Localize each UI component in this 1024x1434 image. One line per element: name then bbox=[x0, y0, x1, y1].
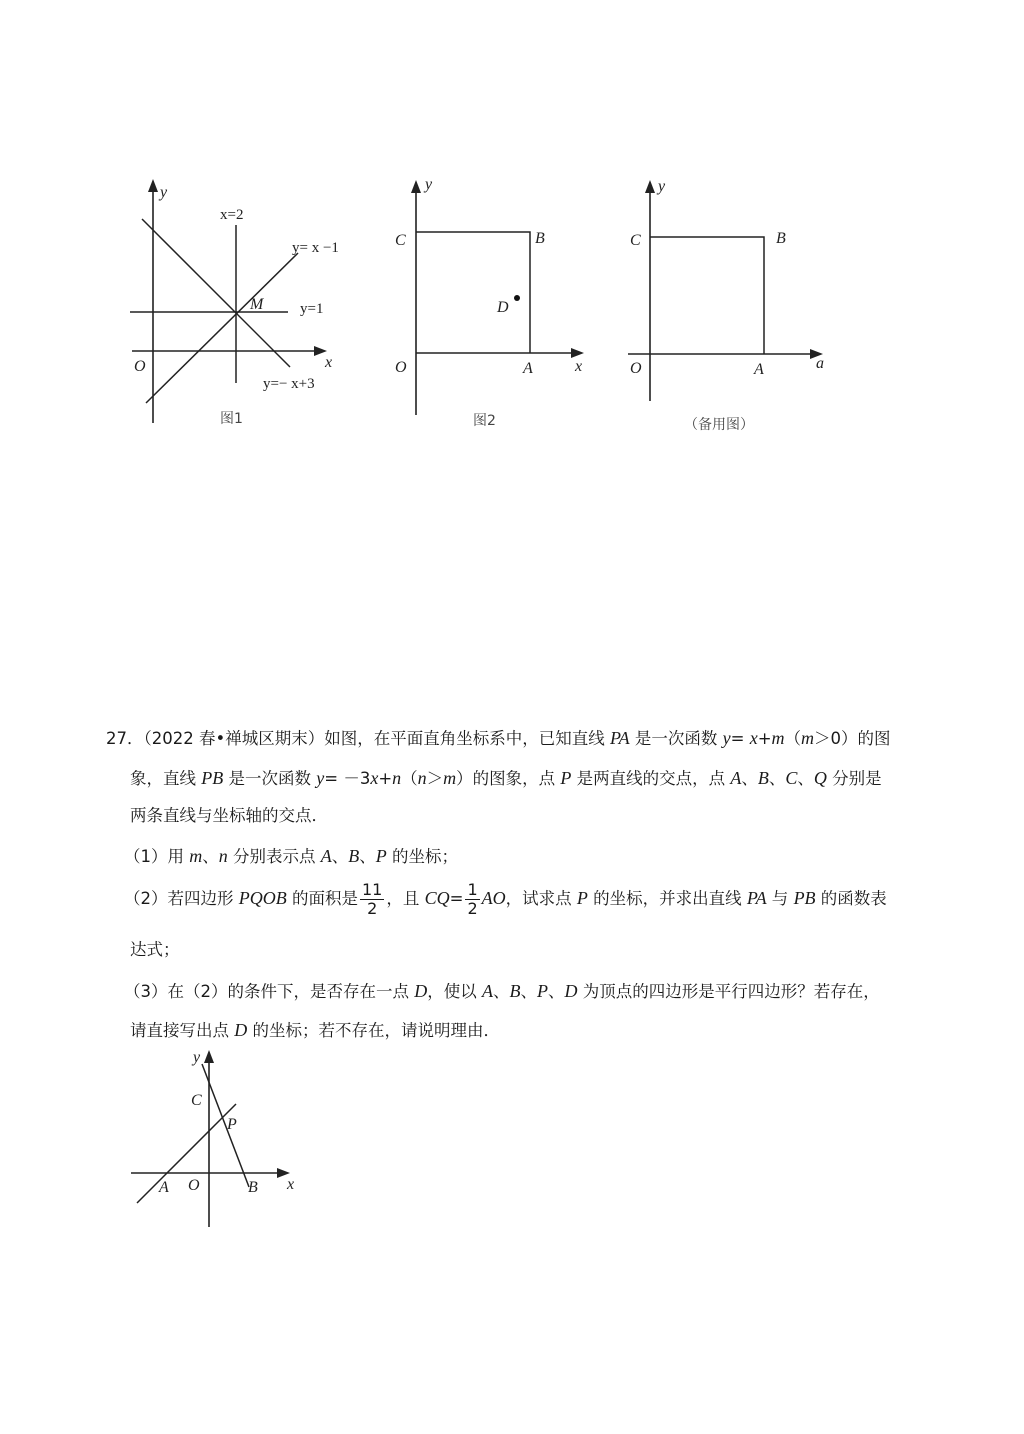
figure-2 bbox=[385, 175, 605, 435]
var: PA bbox=[609, 728, 630, 748]
var: P bbox=[375, 846, 387, 866]
text: 是一次函数 bbox=[629, 729, 723, 748]
fraction-1-over-2 bbox=[465, 881, 479, 918]
text: 、 bbox=[359, 847, 376, 866]
origin-label: O bbox=[395, 359, 407, 376]
var: PB bbox=[793, 888, 816, 908]
text: 是两直线的交点，点 bbox=[571, 769, 731, 788]
text: 两条直线与坐标轴的交点． bbox=[130, 806, 328, 825]
var: CQ bbox=[424, 888, 450, 908]
var: B bbox=[348, 846, 360, 866]
x-label: x bbox=[575, 358, 583, 375]
text: 的坐标； bbox=[386, 847, 458, 866]
text: 分别是 bbox=[826, 769, 882, 788]
numerator: 11 bbox=[362, 880, 383, 899]
y-label: y bbox=[658, 178, 666, 195]
var: C bbox=[785, 768, 798, 788]
question-line-2 bbox=[130, 769, 882, 788]
question-number: 27． bbox=[106, 729, 144, 748]
var: P bbox=[576, 888, 588, 908]
text: 为顶点的四边形是平行四边形？若存在， bbox=[577, 982, 880, 1001]
label-y-neg-x-plus-3: y=− x+3 bbox=[263, 376, 315, 392]
var: D bbox=[564, 981, 578, 1001]
text: 、 bbox=[520, 982, 537, 1001]
label-x-eq-2: x=2 bbox=[220, 207, 244, 223]
y-label: y bbox=[160, 184, 168, 201]
text: （3）在（2）的条件下，是否存在一点 bbox=[124, 982, 415, 1001]
text: 分别表示点 bbox=[227, 847, 321, 866]
label-y-x-minus-1: y= x −1 bbox=[292, 240, 339, 256]
part-3 bbox=[124, 982, 880, 1001]
figure-3 bbox=[620, 175, 850, 445]
text: + bbox=[378, 769, 393, 788]
question-line-1 bbox=[106, 729, 891, 748]
text: 与 bbox=[766, 889, 794, 908]
text: 是一次函数 bbox=[223, 769, 317, 788]
text: 、 bbox=[797, 769, 814, 788]
text: 、 bbox=[202, 847, 219, 866]
var: n bbox=[417, 768, 427, 788]
text: 的面积是 bbox=[286, 889, 358, 908]
var: A bbox=[730, 768, 742, 788]
y-label: y bbox=[193, 1049, 201, 1066]
label-y-eq-1: y=1 bbox=[300, 301, 324, 317]
var: A bbox=[482, 981, 493, 1001]
var: PB bbox=[201, 768, 224, 788]
var: Q bbox=[813, 768, 827, 788]
figure-1 bbox=[120, 175, 360, 435]
x-label: x bbox=[287, 1176, 295, 1193]
label-C: C bbox=[191, 1092, 202, 1109]
question-line-3 bbox=[130, 808, 328, 825]
text: （ bbox=[784, 729, 802, 748]
var: D bbox=[234, 1020, 248, 1040]
label-D: D bbox=[497, 299, 509, 316]
var: y bbox=[722, 728, 731, 748]
line-y-neg-x-plus-3 bbox=[142, 219, 290, 367]
square-OABC bbox=[416, 232, 530, 353]
label-P: P bbox=[227, 1116, 237, 1133]
text: 象，直线 bbox=[130, 769, 202, 788]
text: 请直接写出点 bbox=[130, 1021, 235, 1040]
label-C: C bbox=[395, 232, 406, 249]
var: P bbox=[537, 981, 548, 1001]
var: P bbox=[560, 768, 572, 788]
denominator: 2 bbox=[367, 899, 378, 918]
text: ，且 bbox=[386, 889, 425, 908]
var: PQOB bbox=[238, 888, 287, 908]
text: ，使以 bbox=[427, 982, 482, 1001]
text: 的坐标，并求出直线 bbox=[587, 889, 747, 908]
text: ＞0）的图 bbox=[814, 729, 891, 748]
text: ＞ bbox=[426, 769, 444, 788]
text: 如图，在平面直角坐标系中，已知直线 bbox=[324, 729, 610, 748]
figure-3-caption: （备用图） bbox=[684, 417, 754, 433]
part-2-line-2 bbox=[130, 942, 180, 959]
var: B bbox=[757, 768, 769, 788]
text: 的函数表 bbox=[815, 889, 887, 908]
text: 、 bbox=[493, 982, 510, 1001]
text: 、 bbox=[331, 847, 349, 866]
x-label: a bbox=[816, 355, 824, 372]
var: A bbox=[320, 846, 332, 866]
figure-1-caption: 图1 bbox=[220, 411, 243, 427]
text: ）的图象，点 bbox=[456, 769, 561, 788]
text: 、 bbox=[741, 769, 758, 788]
var: n bbox=[392, 768, 402, 788]
text: ，试求点 bbox=[505, 889, 577, 908]
label-C: C bbox=[630, 232, 641, 249]
x-label: x bbox=[325, 354, 333, 371]
numerator: 1 bbox=[467, 880, 478, 899]
part-1 bbox=[124, 847, 458, 866]
var: m bbox=[771, 728, 785, 748]
figure-2-caption: 图2 bbox=[473, 413, 496, 429]
text: （1）用 bbox=[124, 847, 190, 866]
var: m bbox=[443, 768, 457, 788]
label-A: A bbox=[523, 360, 533, 377]
label-A: A bbox=[159, 1179, 169, 1196]
question-source: （2022 春•禅城区期末） bbox=[143, 729, 325, 748]
point-D bbox=[514, 295, 520, 301]
label-B: B bbox=[535, 230, 545, 247]
figure-4 bbox=[125, 1045, 315, 1235]
var: y bbox=[316, 768, 325, 788]
text: = bbox=[449, 889, 464, 908]
text: （2）若四边形 bbox=[124, 889, 239, 908]
text: 达式； bbox=[130, 940, 180, 959]
var: m bbox=[801, 728, 815, 748]
var: x bbox=[749, 728, 758, 748]
origin-label: O bbox=[630, 360, 642, 377]
square-OABC bbox=[650, 237, 764, 354]
label-A: A bbox=[754, 361, 764, 378]
line-PA bbox=[137, 1104, 236, 1203]
denominator: 2 bbox=[467, 899, 478, 918]
fraction-11-over-2 bbox=[360, 881, 384, 918]
label-B: B bbox=[776, 230, 786, 247]
var: B bbox=[509, 981, 521, 1001]
var: D bbox=[414, 981, 428, 1001]
var: PA bbox=[746, 888, 767, 908]
part-2 bbox=[124, 878, 887, 919]
part-3-line-2 bbox=[130, 1021, 500, 1040]
origin-label: O bbox=[134, 358, 146, 375]
label-B: B bbox=[248, 1179, 258, 1196]
origin-label: O bbox=[188, 1177, 200, 1194]
text: （ bbox=[401, 769, 418, 788]
text: 、 bbox=[548, 982, 565, 1001]
var: m bbox=[189, 846, 203, 866]
text: 、 bbox=[768, 769, 786, 788]
var: n bbox=[218, 846, 228, 866]
y-label: y bbox=[425, 176, 433, 193]
label-M: M bbox=[250, 296, 264, 313]
text: + bbox=[757, 729, 772, 748]
text: = bbox=[730, 729, 750, 748]
var: AO bbox=[481, 888, 506, 908]
text: 的坐标；若不存在，请说明理由． bbox=[247, 1021, 500, 1040]
var: x bbox=[370, 768, 379, 788]
text: = －3 bbox=[324, 769, 371, 788]
